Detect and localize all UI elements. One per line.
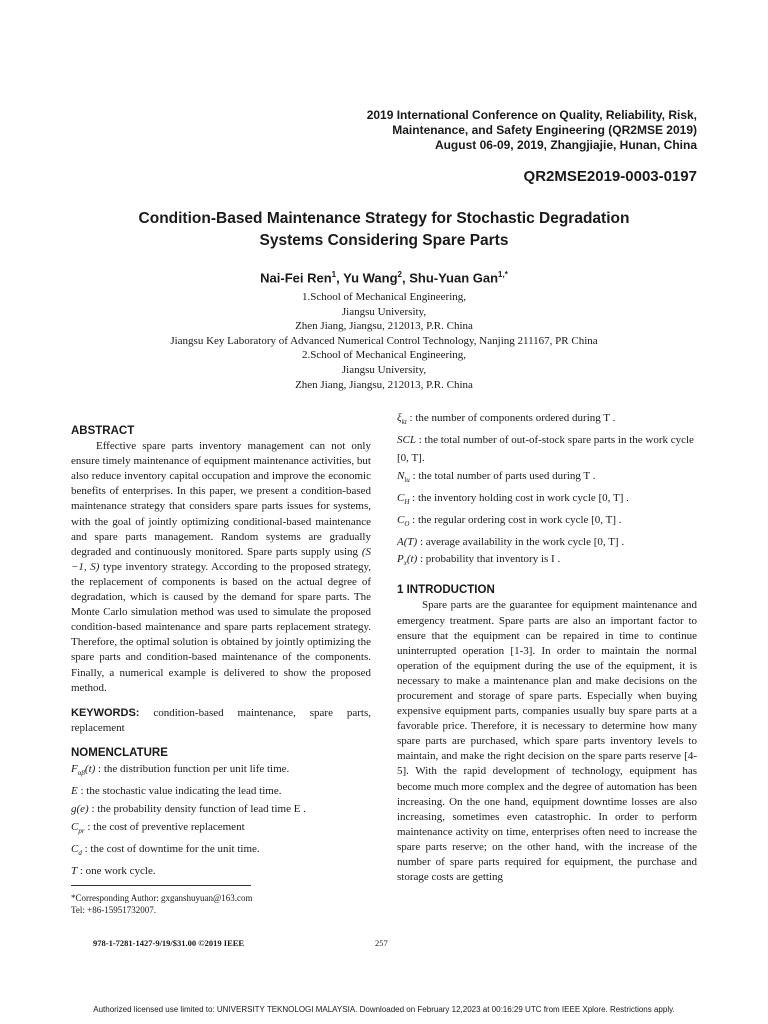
definition-text: : the stochastic value indicating the lead time. (80, 784, 282, 797)
definition-symbol: N (397, 469, 405, 482)
definition-symbol: P (397, 553, 404, 566)
author-name: Nai-Fei Ren (260, 270, 332, 286)
definition-text: : average availability in the work cycle [0, T] . (419, 535, 625, 548)
definition-symbol: C (71, 820, 79, 833)
definition-item (71, 819, 371, 841)
paper-id: QR2MSE2019-0003-0197 (523, 168, 697, 185)
affiliation-line: 1.School of Mechanical Engineering, (301, 291, 467, 303)
definition-text: : the probability density function of lead time E . (91, 802, 306, 815)
definition-text: : the regular ordering cost in work cycle [0, T] . (412, 513, 622, 526)
definition-text: : the total number of out-of-stock spare parts in the work cycle [0, T]. (397, 433, 694, 464)
definition-item (397, 432, 697, 468)
right-column (397, 410, 697, 885)
footnote-divider (71, 885, 251, 886)
definition-item (397, 468, 697, 490)
paper-title (0, 208, 768, 252)
definition-argument: (e) (76, 802, 89, 815)
definition-subscript: O (404, 519, 410, 528)
conference-line-2: Maintenance, and Safety Engineering (QR2MSE 2019) (392, 123, 697, 137)
left-column (71, 424, 371, 880)
affiliation-line: Jiangsu University, (341, 305, 427, 318)
definition-argument: (t) (84, 762, 96, 775)
introduction-heading: 1 INTRODUCTION (397, 584, 495, 597)
definition-text: : the number of components ordered during T . (409, 412, 616, 424)
definition-item (71, 841, 371, 863)
affiliation-line: Jiangsu University, (341, 363, 427, 376)
author-affil-mark: 1,* (498, 270, 508, 279)
author-affil-mark: 1 (331, 270, 337, 279)
abstract-math: (S −1, S) (71, 545, 371, 573)
conference-line-3: August 06-09, 2019, Zhangjiajie, Hunan, China (434, 138, 697, 152)
definition-item (397, 410, 697, 432)
definition-text: : the total number of parts used during T . (412, 469, 596, 482)
title-line-1: Condition-Based Maintenance Strategy for Stochastic Degradation (138, 210, 630, 227)
definition-symbol: ξ (397, 412, 402, 424)
footnote-line: Tel: +86-15951732007. (71, 905, 156, 915)
definition-item (397, 551, 697, 573)
definition-item (71, 801, 371, 819)
author-separator: , (401, 270, 410, 286)
nomenclature-list (71, 761, 371, 880)
definition-symbol: SCL (397, 433, 416, 446)
definition-symbol: E (71, 784, 78, 797)
author-name: Yu Wang (343, 270, 398, 286)
definition-item (71, 761, 371, 783)
affiliation-line: Zhen Jiang, Jiangsu, 212013, P.R. China (295, 320, 473, 333)
definition-text: : the cost of downtime for the unit time. (84, 842, 260, 855)
affiliations (0, 290, 768, 392)
abstract-text: Effective spare parts inventory management can not only ensure timely maintenance of equipment maintenance activities, but also reduce inventory capital occupation and improve the economic benefits of enterprises. In this paper, we present a condition-based maintenance strategy that considers spare parts issues for systems, with the goal of jointly optimizing conditional-based maintenance and spare parts management. Random systems are gradually degraded and continuously monitored. Spare parts supply using (71, 440, 371, 558)
conference-line-1: 2019 International Conference on Quality, Reliability, Risk, (366, 108, 697, 122)
author-list (0, 270, 768, 285)
abstract-body (71, 439, 371, 696)
affiliation-line: Zhen Jiang, Jiangsu, 212013, P.R. China (295, 378, 473, 391)
nomenclature-heading: NOMENCLATURE (71, 746, 168, 759)
definition-symbol: C (71, 842, 79, 855)
abstract-text: type inventory strategy. According to the proposed strategy, the replacement of components is based on the actual degree of degradation, which is caused by the demand for spare parts. The Monte Carlo simulation method was used to simulate the proposed condition-based maintenance and spare parts replacement strategy. Therefore, the optimal solution is obtained by jointly optimizing the spare parts and condition-based maintenance of the components. Finally, a numerical example is delivered to show the proposed method. (71, 560, 371, 694)
page-number: 257 (375, 938, 388, 948)
author-name: Shu-Yuan Gan (409, 270, 499, 286)
footnote (71, 892, 253, 916)
isbn-line: 978-1-7281-1427-9/19/$31.00 ©2019 IEEE (93, 938, 245, 948)
footnote-line: *Corresponding Author: gxganshuyuan@163.com (71, 893, 253, 903)
definition-item (397, 490, 697, 512)
definition-argument: (T) (403, 535, 418, 548)
definition-symbol: C (397, 491, 405, 504)
definition-subscript: lu (404, 475, 410, 484)
definition-subscript: x (403, 559, 407, 568)
keywords-label: KEYWORDS: (71, 706, 140, 719)
definitions-list (397, 410, 697, 573)
introduction-body: Spare parts are the guarantee for equipment maintenance and emergency treatment. Spare parts are also an important factor to ensure that the equipment can be repaired in time to continue uninterrupted operation [1-3]. In order to maintain the normal operation of the equipment during the use of the equipment, it is necessary to make a maintenance plan and make decisions on the procurement and storage of spare parts. Especially when buying expensive equipment parts, companies usually buy spare parts at a favorable price. Therefore, it is necessary to determine how many spare parts are purchased, which spare parts inventory levels to maintain, and make the right decision on the spare parts reserve [4-5]. With the rapid development of technology, equipment has become much more complex and the degree of automation has been increasing. On the one hand, equipment downtime losses are also increasing, sometimes even catastrophic. In order to perform maintenance activity on time, enterprises often need to increase the spare parts reserve; on the other hand, with the increase of the number of spare parts required for equipment, the purchase and storage costs are getting (397, 599, 697, 884)
definition-subscript: kt (401, 418, 407, 427)
definition-text: : one work cycle. (79, 864, 156, 877)
definition-symbol: C (397, 513, 405, 526)
abstract-heading: ABSTRACT (71, 425, 135, 437)
definition-text: : the distribution function per unit life time. (98, 762, 290, 775)
definition-symbol: A (397, 535, 404, 548)
definition-subscript: pr (78, 826, 85, 835)
conference-header (367, 108, 697, 153)
title-line-2: Systems Considering Spare Parts (259, 232, 509, 249)
license-notice: Authorized licensed use limited to: UNIVERSITY TEKNOLOGI MALAYSIA. Downloaded on February 12,2023 at 00:16:29 UTC from IEEE Xplore. Restrictions apply. (93, 1005, 675, 1014)
definition-item (397, 512, 697, 534)
definition-symbol: g (71, 802, 77, 815)
definition-text: : probability that inventory is I . (419, 553, 561, 566)
definition-subscript: αβ (77, 769, 85, 778)
definition-argument: (t) (406, 553, 418, 566)
affiliation-line: 2.School of Mechanical Engineering, (301, 349, 467, 362)
definition-subscript: d (78, 848, 82, 857)
definition-item (397, 534, 697, 552)
definition-item (71, 783, 371, 801)
definition-text: : the inventory holding cost in work cycle [0, T] . (412, 491, 629, 504)
definition-item (71, 863, 371, 881)
keywords-text: condition-based maintenance, spare parts, replacement (71, 706, 371, 734)
definition-symbol: T (71, 864, 78, 877)
definition-subscript: H (404, 497, 410, 506)
affiliation-line: Jiangsu Key Laboratory of Advanced Numerical Control Technology, Nanjing 211167, PR China (170, 334, 598, 347)
definition-text: : the cost of preventive replacement (87, 820, 245, 833)
author-separator: , (336, 270, 344, 286)
keywords (71, 706, 371, 736)
author-affil-mark: 2 (397, 270, 402, 279)
definition-symbol: F (71, 762, 78, 775)
